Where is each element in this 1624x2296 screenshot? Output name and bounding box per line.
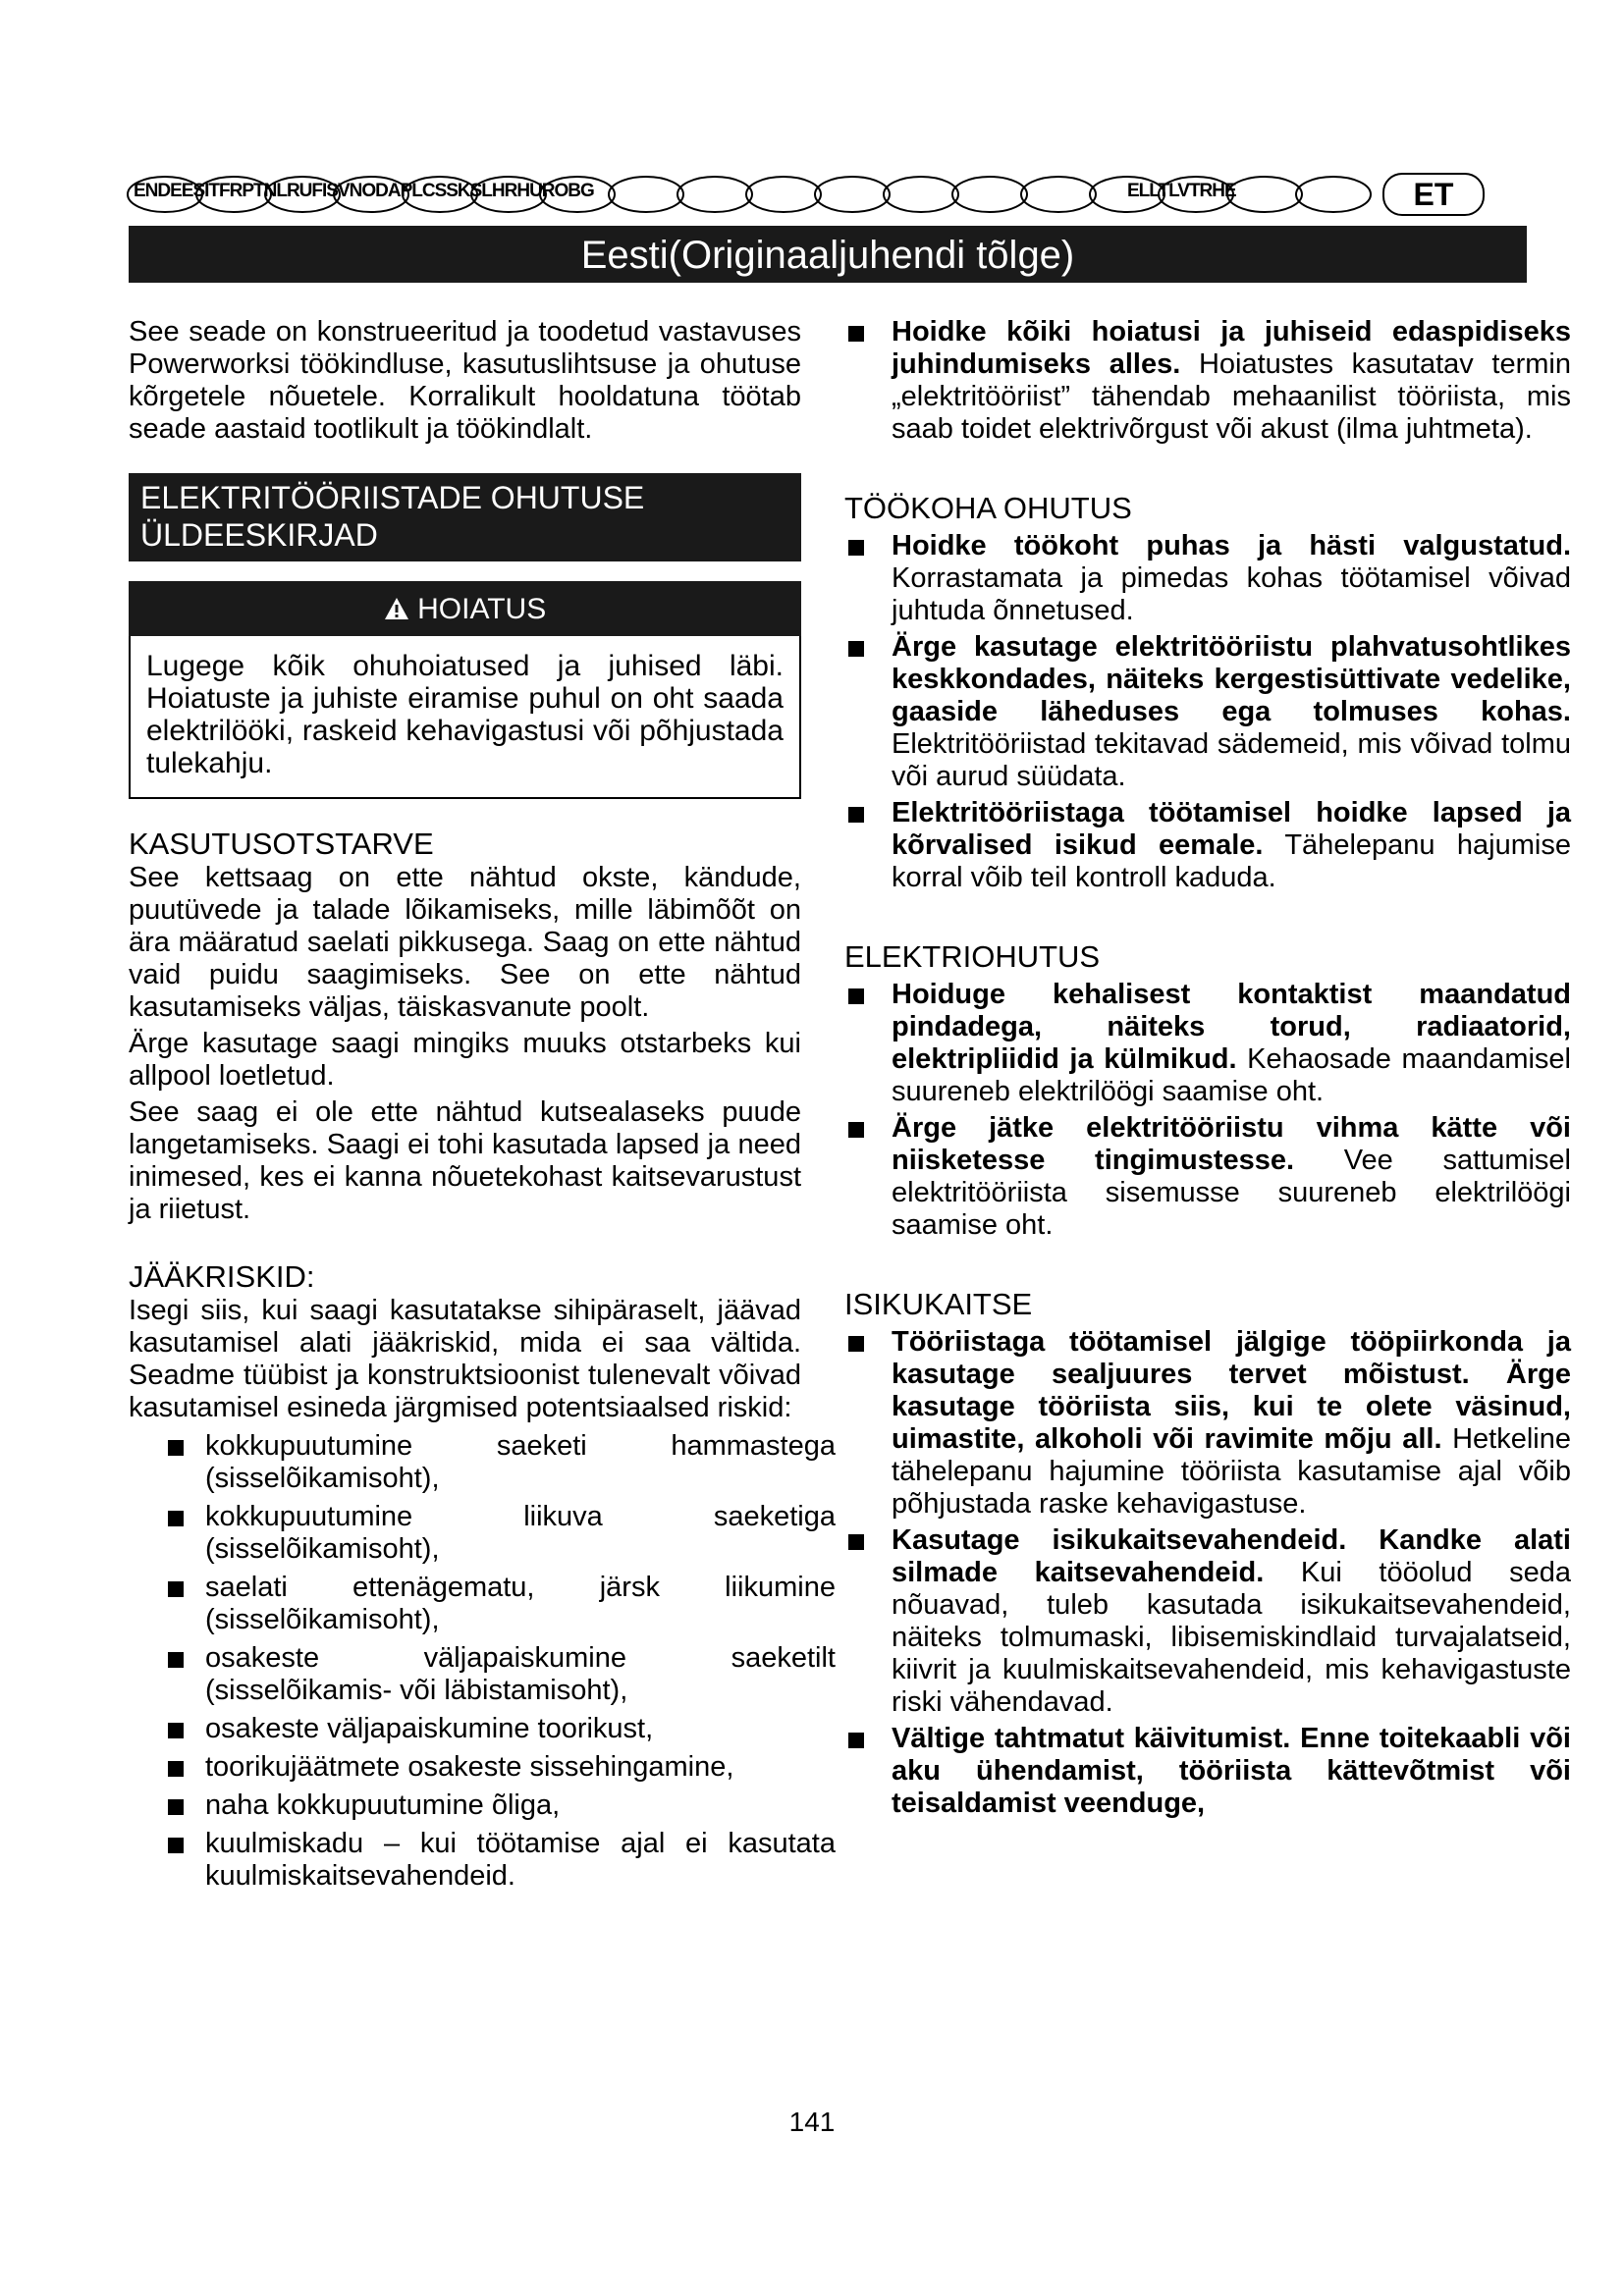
warning-text: Lugege kõik ohuhoiatused ja juhised läbi. Hoiatuste ja juhiste eiramise puhul on oht saada elektrilööki, raskeid kehavigastusi või põhjustada tulekahju. [146, 650, 784, 779]
intended-use-p1: See kettsaag on ette nähtud okste, kändude, puutüvede ja talade lõikamiseks, mille läbimõõt on ära määratud saelati pikkusega. Saag on ette nähtud vaid puidu saagimiseks. See on ette nähtud kasutamiseks väljas, täiskasvanute poolt. [129, 862, 801, 1023]
warning-triangle-icon [384, 597, 409, 620]
language-codes-left: ENDEESITFRPTNLRUFISVNODAPLCSSKSLHRHUROBG [134, 181, 594, 201]
list-item: Hoiduge kehalisest kontaktist maandatud pindadega, näiteks torud, radiaatorid, elektripliidid ja külmikud. Kehaosade maandamisel suureneb elektrilöögi saamise oht. [844, 979, 1571, 1108]
warning-label: HOIATUS [417, 593, 547, 625]
language-tabs [126, 173, 1520, 216]
list-item: toorikujäätmete osakeste sissehingamine, [158, 1751, 836, 1784]
list-item: kokkupuutumine saeketi hammastega (sisselõikamisoht), [158, 1430, 836, 1495]
list-item: Ärge jätke elektritööriistu vihma kätte või niisketesse tingimustesse. Vee sattumisel elektritööriista sisemusse suureneb elektrilöögi saamise oht. [844, 1112, 1571, 1242]
language-tab-active: ET [1382, 173, 1485, 216]
list-item: osakeste väljapaiskumine saeketilt (sisselõikamis- või läbistamisoht), [158, 1642, 836, 1707]
intro-paragraph: See seade on konstrueeritud ja toodetud vastavuses Powerworksi töökindluse, kasutuslihtsuse ja ohutuse kõrgetele nõuetele. Korralikult hooldatuna töötab seade aastaid tootlikult ja töökindlalt. [129, 316, 801, 445]
keep-instructions-item: Hoidke kõiki hoiatusi ja juhiseid edaspidiseks juhindumiseks alles. Hoiatustes kasutatav termin „elektritööriist” tähendab mehaanilist tööriista, mis saab toidet elektrivõrgust või akust (ilma juhtmeta). [844, 316, 1571, 446]
warning-box [129, 636, 801, 799]
residual-risks-heading: JÄÄKRISKID: [129, 1259, 315, 1294]
page-number: 141 [788, 2107, 836, 2137]
page-title: Eesti(Originaaljuhendi tõlge) [129, 226, 1527, 283]
work-area-heading: TÖÖKOHA OHUTUS [844, 491, 1132, 525]
list-item: saelati ettenägematu, järsk liikumine (sisselõikamisoht), [158, 1572, 836, 1636]
residual-risks-list [158, 1430, 836, 1893]
intended-use-heading: KASUTUSOTSTARVE [129, 827, 434, 861]
warning-header [129, 581, 801, 636]
list-item: osakeste väljapaiskumine toorikust, [158, 1713, 836, 1745]
list-item: Hoidke töökoht puhas ja hästi valgustatud. Korrastamata ja pimedas kohas töötamisel võivad juhtuda õnnetused. [844, 530, 1571, 627]
intended-use-p2: Ärge kasutage saagi mingiks muuks otstarbeks kui allpool loetletud. [129, 1028, 801, 1092]
left-column [129, 316, 836, 1893]
electrical-heading: ELEKTRIOHUTUS [844, 939, 1101, 974]
list-item: Elektritööriistaga töötamisel hoidke lapsed ja kõrvalised isikud eemale. Tähelepanu hajumise korral võib teil kontroll kaduda. [844, 797, 1571, 894]
list-item: Vältige tahtmatut käivitumist. Enne toitekaabli või aku ühendamist, tööriista kättevõtmist või teisaldamist veenduge, [844, 1723, 1571, 1820]
general-rules-title: ELEKTRITÖÖRIISTADE OHUTUSE ÜLDEESKIRJAD [129, 473, 801, 561]
personal-heading: ISIKUKAITSE [844, 1287, 1033, 1321]
list-item: Tööriistaga töötamisel jälgige tööpiirkonda ja kasutage sealjuures tervet mõistust. Ärge kasutage tööriista siis, kui te olete väsinud, uimastite, alkoholi või ravimite mõju all. Hetkeline tähelepanu hajumine tööriista kasutamise ajal võib põhjustada raske kehavigastuse. [844, 1326, 1571, 1521]
list-item: Kasutage isikukaitsevahendeid. Kandke alati silmade kaitsevahendeid. Kui tööolud seda nõuavad, tuleb kasutada isikukaitsevahendeid, näiteks tolmumaski, libisemiskindlaid turvajalatseid, kiivrit ja kuulmiskaitsevahendeid, mis kehavigastuste riski vähendavad. [844, 1524, 1571, 1719]
residual-risks-intro: Isegi siis, kui saagi kasutatakse sihipäraselt, jäävad kasutamisel alati jääkriskid, mida ei saa vältida. Seadme tüübist ja konstruktsioonist tulenevalt võivad kasutamisel esineda järgmised potentsiaalsed riskid: [129, 1295, 801, 1423]
list-item: kuulmiskadu – kui töötamise ajal ei kasutata kuulmiskaitsevahendeid. [158, 1828, 836, 1893]
list-item: kokkupuutumine liikuva saeketiga (sisselõikamisoht), [158, 1501, 836, 1566]
language-codes-right: ELLTLVTRHE [1127, 181, 1236, 201]
intended-use-p3: See saag ei ole ette nähtud kutsealaseks puude langetamiseks. Saagi ei tohi kasutada lapsed ja need inimesed, kes ei kanna nõuetekohast kaitsevarustust ja riietust. [129, 1096, 801, 1225]
right-column [844, 316, 1571, 1820]
list-item: naha kokkupuutumine õliga, [158, 1789, 836, 1822]
list-item: Ärge kasutage elektritööriistu plahvatusohtlikes keskkondades, näiteks kergestisüttivate vedelike, gaaside läheduses ega tolmuses kohas. Elektritööriistad tekitavad sädemeid, mis võivad tolmu või aurud süüdata. [844, 631, 1571, 793]
